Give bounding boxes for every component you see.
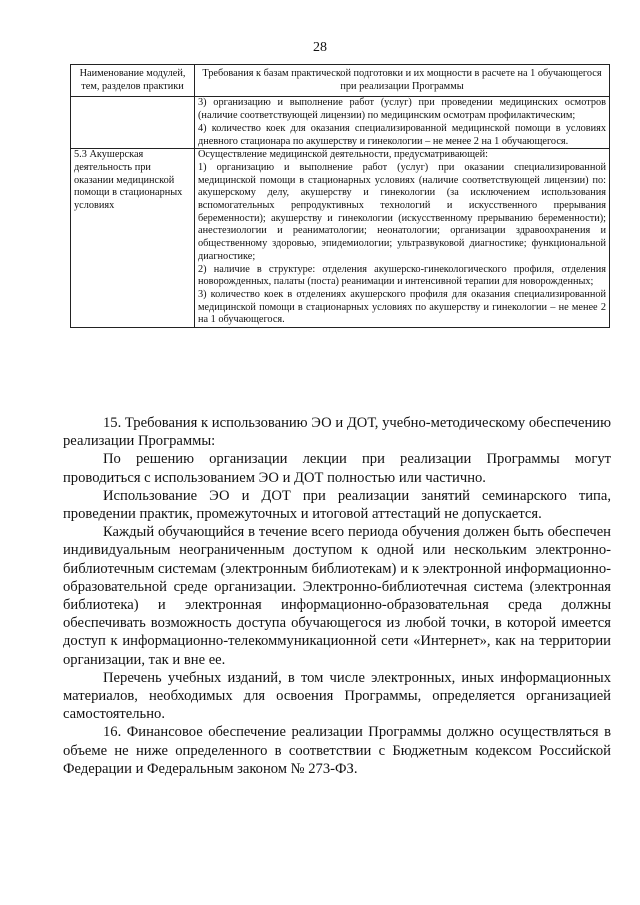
list-item: 4) количество коек для оказания специализированной медицинской помощи в условиях дневного стационара по акушерству и гинекологии – не менее 2 на 1 обучающегося.	[198, 122, 606, 147]
module-requirements-cell	[195, 149, 610, 328]
requirements-continuation-cell	[195, 97, 610, 149]
list-item: 3) организацию и выполнение работ (услуг) при проведении медицинских осмотров (наличие соответствующей лицензии) по медицинским осмотрам профилактическим;	[198, 97, 606, 122]
paragraph: По решению организации лекции при реализации Программы могут проводиться с использованием ЭО и ДОТ полностью или частично.	[63, 451, 611, 486]
header-modules: Наименование модулей, тем, разделов практики	[71, 65, 195, 97]
list-item: 3) количество коек в отделениях акушерского профиля для оказания специализированной медицинской помощи в стационарных условиях по акушерству и гинекологии – не менее 2 на 1 обучающегося.	[198, 288, 606, 326]
header-requirements: Требования к базам практической подготовки и их мощности в расчете на 1 обучающегося при реализации Программы	[195, 65, 610, 97]
section-15-heading: 15. Требования к использованию ЭО и ДОТ, учебно-методическому обеспечению реализации Программы:	[63, 415, 611, 450]
list-item: Осуществление медицинской деятельности, предусматривающей:	[198, 149, 488, 161]
table-header-row	[71, 65, 610, 97]
paragraph: Каждый обучающийся в течение всего периода обучения должен быть обеспечен индивидуальным неограниченным доступом к одной или нескольким электронно-библиотечным системам (электронным библиотекам) и к электронной информационно-образовательной среде организации. Электронно-библиотечная система (электронная библиотека) и электронная информационно-образовательная среда должны обеспечивать возможность доступа обучающегося из любой точки, в которой имеется доступ к информационно-телекоммуникационной сети «Интернет», как на территории организации, так и вне ее.	[63, 524, 611, 668]
empty-module-cell	[71, 97, 195, 149]
page-number: 28	[313, 40, 327, 55]
table-row	[71, 149, 610, 328]
list-item: 2) наличие в структуре: отделения акушерско-гинекологического профиля, отделения новорожденных, палаты (поста) реанимации и интенсивной терапии для новорожденных;	[198, 263, 606, 288]
module-name-cell: 5.3 Акушерская деятельность при оказании медицинской помощи в стационарных условиях	[71, 149, 195, 328]
section-16-paragraph: 16. Финансовое обеспечение реализации Программы должно осуществляться в объеме не ниже определенного в соответствии с Бюджетным кодексом Российской Федерации и Федеральным законом № 273-ФЗ.	[63, 724, 611, 777]
table-row	[71, 97, 610, 149]
requirements-table	[70, 64, 610, 328]
paragraph: Использование ЭО и ДОТ при реализации занятий семинарского типа, проведении практик, промежуточных и итоговой аттестаций не допускается.	[63, 487, 611, 523]
list-item: 1) организацию и выполнение работ (услуг) при оказании специализированной медицинской помощи в стационарных условиях (наличие соответствующей лицензии) по: акушерскому делу, акушерству и гинекологии (за исключением использования вспомогательных репродуктивных технологий и искусственного прерывания беременности); акушерству и гинекологии (искусственному прерыванию беременности); анестезиологии и реаниматологии; неонатологии; организации здравоохранения и общественному здоровью, эпидемиологии; ультразвуковой диагностике; функциональной диагностике;	[198, 161, 606, 262]
body-text	[63, 414, 611, 778]
paragraph: Перечень учебных изданий, в том числе электронных, иных информационных материалов, необходимых для освоения Программы, определяется организацией самостоятельно.	[63, 669, 611, 723]
